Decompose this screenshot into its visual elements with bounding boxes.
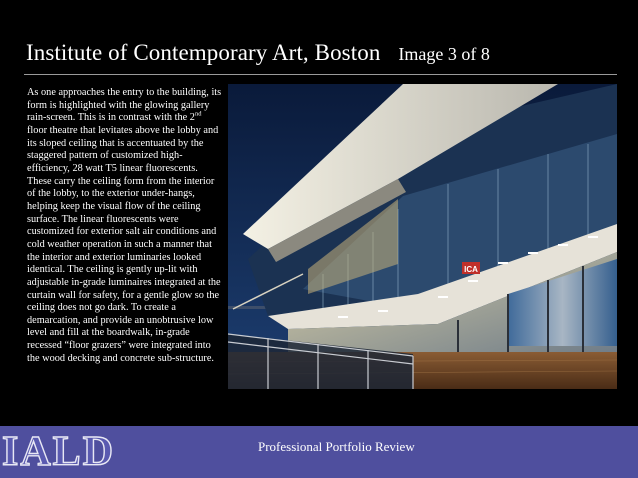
image-counter: Image 3 of 8: [398, 44, 490, 64]
description-text: [27, 87, 223, 365]
title-divider: [24, 74, 617, 75]
building-photo: [228, 84, 617, 389]
slide-title-row: [26, 40, 490, 66]
description-superscript: nd: [194, 110, 202, 118]
description-part-2: floor theatre that levitates above the lobby and its sloped ceiling that is accentuated by the staggered pattern of customized high-efficiency, 28 watt T5 linear fluorescents. These carry the ceiling form from the interior of the lobby, to the exterior under-hangs, helping keep the visual flow of the ceiling surface. The linear fluorescents were customized for exterior salt air conditions and cold weather operation in such a manner that the interior and exterior luminaries looked identical. The ceiling is gently up-lit with adjustable in-grade luminaires integrated at the curtain wall for safety, for a gentle glow so the ceiling does not go dark. To create a demarcation, and provide an unobtrusive low level and fill at the boardwalk, in-grade recessed “floor grazers” were integrated into the wood decking and concrete sub-structure.: [27, 124, 221, 364]
footer-bar: [0, 426, 638, 478]
ica-sign-text: ICA: [464, 265, 478, 274]
building-photo-illustration: [228, 84, 617, 389]
iald-logo: IALD: [2, 429, 116, 475]
slide-title: Institute of Contemporary Art, Boston: [26, 40, 381, 65]
description-part-1: As one approaches the entry to the building, its form is highlighted with the glowing gallery rain-screen. This is in contrast with the 2: [27, 87, 222, 124]
footer-caption: Professional Portfolio Review: [258, 439, 415, 454]
